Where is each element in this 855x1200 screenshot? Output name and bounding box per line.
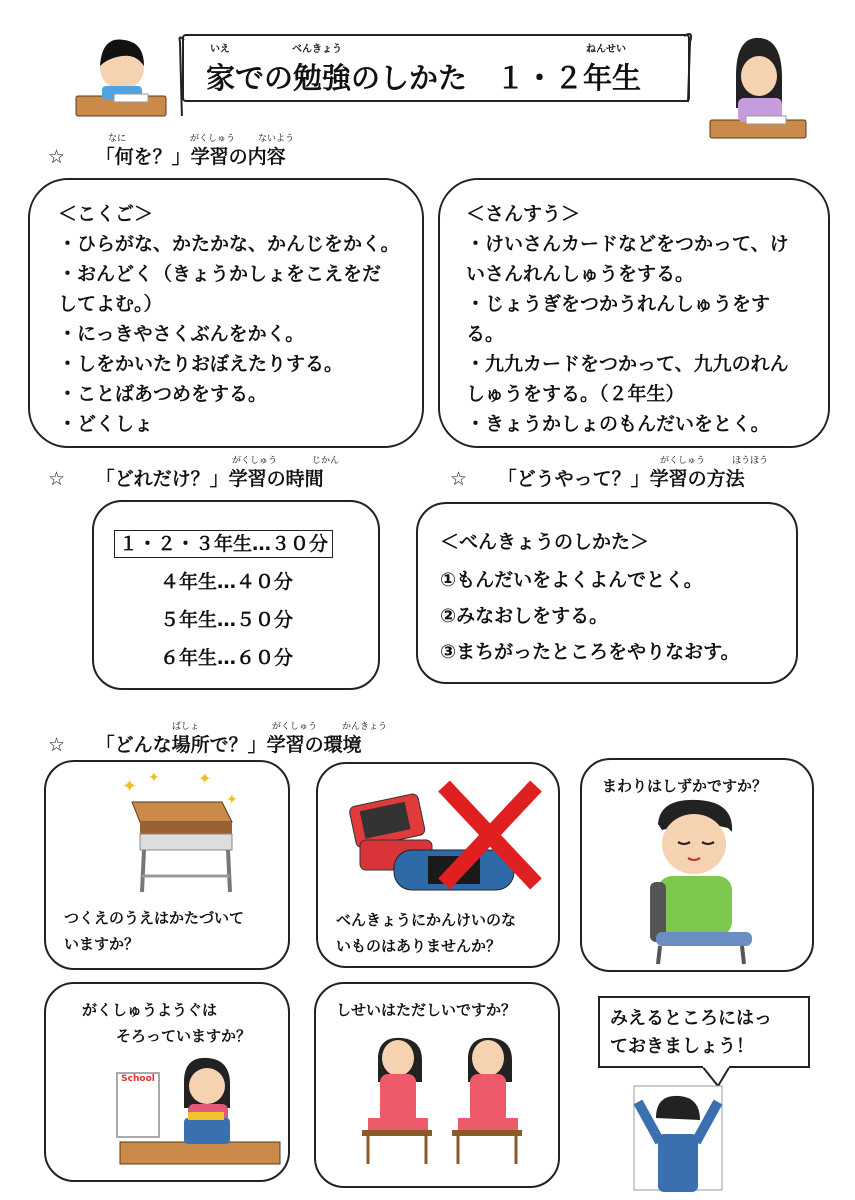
boy-posting-paper-illustration <box>628 1082 728 1194</box>
section-where-heading <box>48 730 362 757</box>
study-method-box <box>416 502 798 684</box>
method-step: ③まちがったところをやりなおす。 <box>440 641 740 663</box>
ruby-nani: なに <box>108 134 127 144</box>
girl-studying-illustration <box>706 32 810 140</box>
study-time-grade-5: ５年生…５０分 <box>160 609 294 631</box>
game-devices-illustration <box>346 780 546 896</box>
section-how-label: 「どうやって？」学習の方法 <box>497 468 745 490</box>
sansu-line: しゅうをする。（２年生） <box>466 383 685 405</box>
boy-sitting-quietly-illustration <box>632 796 772 966</box>
callout-text: ておきましょう！ <box>610 1036 754 1057</box>
env-tools-text: がくしゅうようぐは <box>82 1001 218 1019</box>
title-ruby-ie: いえ <box>210 44 230 55</box>
env-card-tools <box>44 982 290 1182</box>
ruby-gakushu-4: がくしゅう <box>272 722 318 732</box>
env-desk-text: いますか？ <box>64 935 140 953</box>
svg-text:✦: ✦ <box>198 770 212 788</box>
boy-studying-illustration <box>72 28 172 124</box>
sansu-line: ・九九カードをつかって、九九のれん <box>466 353 789 375</box>
study-time-grade-6: ６年生…６０分 <box>160 647 294 669</box>
env-quiet-text: まわりはしずかですか？ <box>602 777 768 795</box>
title-ruby-nensei: ねんせい <box>586 44 626 55</box>
env-desk-text: つくえのうえはかたづいて <box>64 909 245 927</box>
svg-text:✦: ✦ <box>226 792 238 808</box>
env-card-games <box>316 762 560 968</box>
ruby-gakushu-1: がくしゅう <box>190 134 236 144</box>
calendar-label: School <box>121 1074 155 1084</box>
env-card-quiet <box>580 758 814 972</box>
section-where-label: 「どんな場所で？」学習の環境 <box>95 734 362 756</box>
env-games-text: べんきょうにかんけいのな <box>336 911 517 929</box>
star-icon: ☆ <box>48 468 66 490</box>
ruby-gakushu-3: がくしゅう <box>660 456 706 466</box>
sansu-line: る。 <box>466 323 505 345</box>
desk-illustration <box>118 770 248 900</box>
svg-text:✦: ✦ <box>148 770 160 786</box>
star-icon: ☆ <box>48 734 66 756</box>
section-how-heading <box>450 464 745 491</box>
section-howlong-heading <box>48 464 324 491</box>
sansu-line: ・じょうぎをつかうれんしゅうをす <box>466 293 771 315</box>
sansu-heading: ＜さんすう＞ <box>466 203 581 225</box>
page-title: 家での勉強のしかた １・２年生 <box>206 61 642 95</box>
girls-good-posture-illustration <box>356 1034 546 1174</box>
section-howlong-label: 「どれだけ？」学習の時間 <box>95 468 324 490</box>
star-icon: ☆ <box>48 146 66 168</box>
kokugo-line: してよむ。） <box>58 293 163 315</box>
method-step: ①もんだいをよくよんでとく。 <box>440 569 703 591</box>
ruby-naiyou: ないよう <box>258 134 295 144</box>
section-what-label: 「何を？」学習の内容 <box>95 146 286 168</box>
callout-box <box>598 996 810 1068</box>
env-card-desk <box>44 760 290 970</box>
study-time-box <box>92 500 380 690</box>
svg-text:✦: ✦ <box>122 776 138 797</box>
kokugo-line: ・おんどく（きょうかしょをこえをだ <box>58 263 382 285</box>
title-ruby-benkyou: べんきょう <box>292 44 342 55</box>
sansu-line: ・きょうかしょのもんだいをとく。 <box>466 413 770 435</box>
kokugo-box <box>28 178 424 448</box>
ruby-jikan: じかん <box>312 456 340 466</box>
section-what-heading <box>48 142 286 169</box>
ruby-houhou: ほうほう <box>732 456 769 466</box>
ruby-basho: ばしょ <box>172 722 200 732</box>
method-step: ②みなおしをする。 <box>440 605 609 627</box>
env-games-text: いものはありませんか？ <box>336 937 502 955</box>
sansu-line: いさんれんしゅうをする。 <box>466 263 695 285</box>
env-posture-text: しせいはただしいですか？ <box>336 1001 517 1019</box>
sansu-box <box>438 178 830 448</box>
method-heading: ＜べんきょうのしかた＞ <box>440 531 650 553</box>
env-card-posture <box>314 982 560 1188</box>
callout-text: みえるところにはっ <box>610 1008 772 1029</box>
study-time-grade-4: ４年生…４０分 <box>160 571 294 593</box>
kokugo-line: ・しをかいたりおぼえたりする。 <box>58 353 344 375</box>
scroll-curl-decoration <box>170 26 700 116</box>
star-icon: ☆ <box>450 468 468 490</box>
girl-with-supplies-illustration <box>116 1054 286 1178</box>
ruby-gakushu-2: がくしゅう <box>232 456 278 466</box>
kokugo-line: ・どくしょ <box>58 413 154 435</box>
kokugo-line: ・にっきやさくぶんをかく。 <box>58 323 305 345</box>
env-tools-text: そろっていますか？ <box>116 1027 252 1045</box>
kokugo-line: ・ことばあつめをする。 <box>58 383 268 405</box>
sansu-line: ・けいさんカードなどをつかって、け <box>466 233 789 255</box>
ruby-kankyou: かんきょう <box>342 722 388 732</box>
kokugo-heading: ＜こくご＞ <box>58 203 154 225</box>
study-time-grade-1-3: １・２・３年生…３０分 <box>114 530 333 558</box>
kokugo-line: ・ひらがな、かたかな、かんじをかく。 <box>58 233 400 255</box>
